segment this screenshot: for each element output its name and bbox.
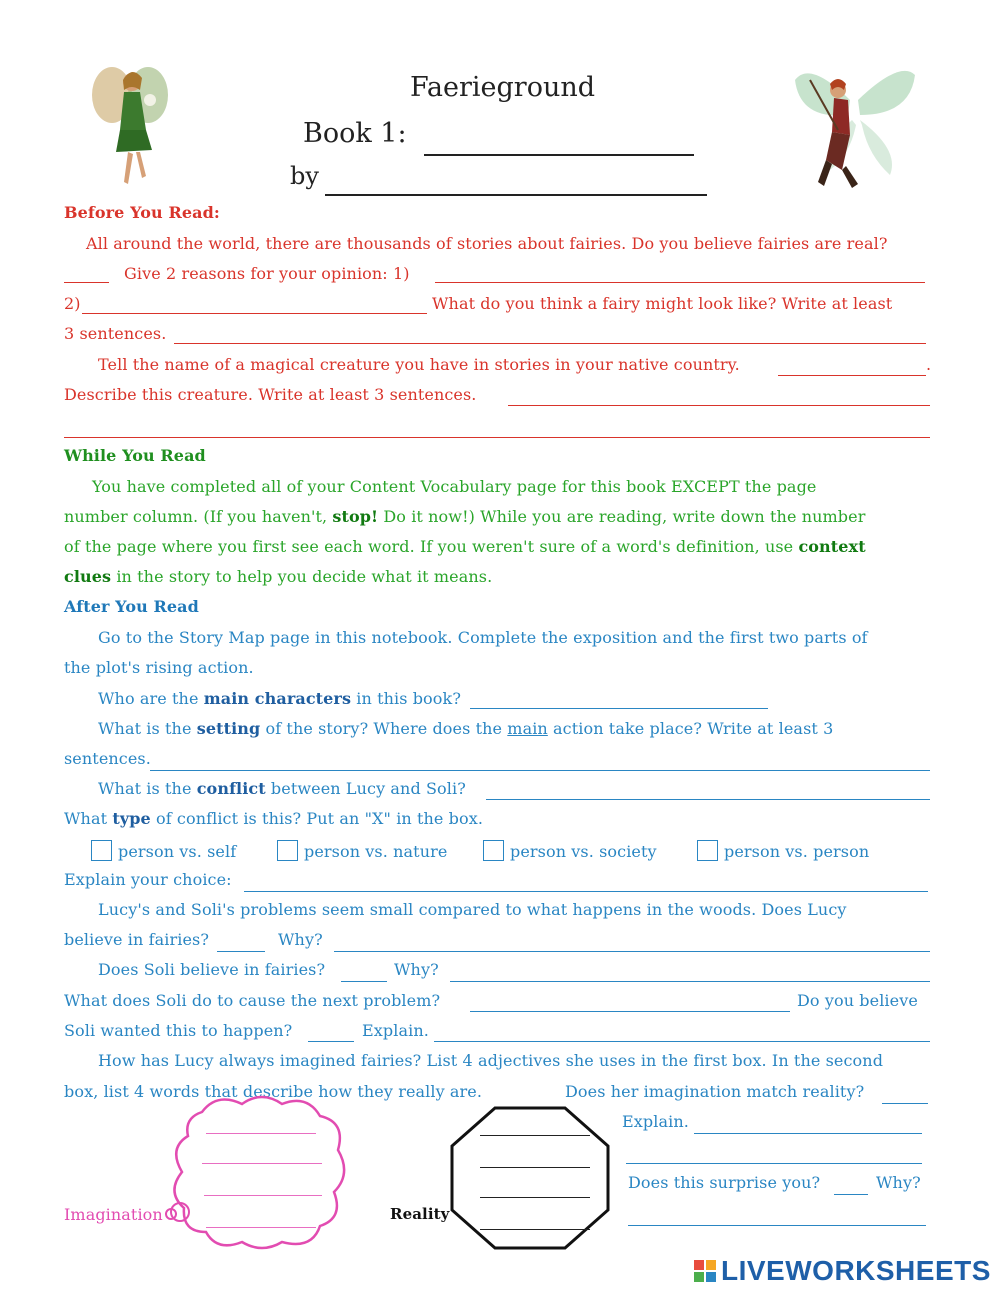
before-line-3b: What do you think a fairy might look like? Write at least — [432, 294, 893, 313]
next-problem-blank[interactable] — [470, 992, 790, 1012]
match-reality-blank[interactable] — [882, 1084, 928, 1104]
stop-keyword: stop! — [332, 507, 379, 526]
soli-why-blank[interactable] — [450, 962, 930, 982]
conflict-blank[interactable] — [486, 780, 930, 800]
fairy-image-left — [90, 60, 170, 190]
after-line-13a: Soli wanted this to happen? — [64, 1021, 293, 1040]
checkbox-self[interactable] — [91, 840, 112, 861]
option-self[interactable] — [91, 840, 236, 861]
author-blank[interactable] — [325, 174, 707, 196]
reality-blank-3[interactable] — [480, 1182, 590, 1198]
after-line-3 — [98, 689, 461, 708]
while-line-3a: of the page where you first see each word. If you weren't sure of a word's definition, use — [64, 537, 799, 556]
creature-name-blank[interactable] — [778, 356, 926, 376]
before-line-6: Describe this creature. Write at least 3 sentences. — [64, 385, 477, 404]
after-line-1: Go to the Story Map page in this notebook. Complete the exposition and the first two parts of — [98, 628, 868, 647]
main-characters-keyword: main characters — [203, 689, 352, 708]
after-line-4b: of the story? Where does the — [260, 719, 508, 738]
surprise-blank[interactable] — [834, 1175, 868, 1195]
after-line-4c: action take place? Write at least 3 — [547, 719, 834, 738]
while-heading: While You Read — [64, 446, 206, 465]
before-line-3a: 2) — [64, 294, 81, 313]
option-society-label: person vs. society — [510, 842, 657, 861]
after-line-17b: Why? — [876, 1173, 921, 1192]
after-line-3a: Who are the — [98, 689, 204, 708]
creature-description-blank-1[interactable] — [508, 386, 930, 406]
after-line-7a: What — [64, 809, 113, 828]
after-heading: After You Read — [64, 597, 199, 616]
book-title-blank[interactable] — [424, 132, 694, 156]
before-line-5: Tell the name of a magical creature you have in stories in your native country. — [98, 355, 740, 374]
after-line-6b: between Lucy and Soli? — [265, 779, 466, 798]
lucy-why-blank[interactable] — [334, 932, 930, 952]
after-line-12b: Do you believe — [797, 991, 918, 1010]
after-line-10b: Why? — [278, 930, 323, 949]
lucy-believe-blank[interactable] — [217, 932, 265, 952]
option-nature-label: person vs. nature — [304, 842, 448, 861]
after-line-9: Lucy's and Soli's problems seem small compared to what happens in the woods. Does Lucy — [98, 900, 847, 919]
while-line-3 — [64, 537, 866, 556]
after-line-15a: box, list 4 words that describe how they really are. — [64, 1082, 483, 1101]
after-line-17a: Does this surprise you? — [628, 1173, 821, 1192]
imagination-blank-3[interactable] — [204, 1180, 322, 1196]
option-nature[interactable] — [277, 840, 447, 861]
after-line-2: the plot's rising action. — [64, 658, 254, 677]
before-heading: Before You Read: — [64, 203, 220, 222]
reality-label: Reality — [390, 1205, 450, 1223]
before-line-1: All around the world, there are thousands of stories about fairies. Do you believe fairies are real? — [86, 234, 888, 253]
opinion-blank[interactable] — [64, 263, 109, 283]
main-underlined: main — [507, 719, 548, 738]
fairy-description-blank[interactable] — [174, 324, 926, 344]
option-person[interactable] — [697, 840, 869, 861]
logo-blocks-icon — [694, 1260, 716, 1282]
after-line-10a: believe in fairies? — [64, 930, 210, 949]
after-line-3b: in this book? — [351, 689, 462, 708]
while-line-4 — [64, 567, 492, 586]
fairy-image-right — [790, 60, 920, 195]
imagination-blank-4[interactable] — [206, 1212, 316, 1228]
before-line-4: 3 sentences. — [64, 324, 167, 343]
clues-keyword: clues — [64, 567, 112, 586]
after-line-6 — [98, 779, 466, 798]
while-line-2b: Do it now!) While you are reading, write down the number — [378, 507, 866, 526]
main-characters-blank[interactable] — [470, 689, 768, 709]
soli-believe-blank[interactable] — [341, 962, 387, 982]
after-line-12a: What does Soli do to cause the next problem? — [64, 991, 441, 1010]
logo-text: LIVEWORKSHEETS — [721, 1255, 991, 1286]
liveworksheets-logo — [694, 1254, 991, 1288]
match-explain-blank[interactable] — [694, 1114, 922, 1134]
context-keyword: context — [798, 537, 866, 556]
match-explain-blank-2[interactable] — [626, 1144, 922, 1164]
reason-1-blank[interactable] — [435, 263, 925, 283]
after-line-13b: Explain. — [362, 1021, 429, 1040]
checkbox-person[interactable] — [697, 840, 718, 861]
option-self-label: person vs. self — [118, 842, 237, 861]
before-line-5-end: . — [926, 355, 932, 374]
reality-blank-2[interactable] — [480, 1152, 590, 1168]
creature-description-blank-2[interactable] — [64, 418, 930, 438]
after-line-4 — [98, 719, 833, 738]
checkbox-society[interactable] — [483, 840, 504, 861]
imagination-blank-2[interactable] — [202, 1148, 322, 1164]
imagination-cloud — [162, 1092, 352, 1252]
conflict-keyword: conflict — [196, 779, 266, 798]
soli-explain-blank[interactable] — [434, 1022, 930, 1042]
reality-blank-1[interactable] — [480, 1120, 590, 1136]
after-line-4a: What is the — [98, 719, 197, 738]
book-label: Book 1: — [303, 118, 407, 149]
after-line-8: Explain your choice: — [64, 870, 232, 889]
reality-blank-4[interactable] — [480, 1214, 590, 1230]
imagination-label: Imagination — [64, 1205, 163, 1224]
explain-choice-blank[interactable] — [244, 872, 928, 892]
page-title: Faerieground — [410, 72, 596, 103]
while-line-2a: number column. (If you haven't, — [64, 507, 333, 526]
imagination-blank-1[interactable] — [206, 1118, 316, 1134]
checkbox-nature[interactable] — [277, 840, 298, 861]
by-label: by — [290, 162, 319, 190]
after-line-11b: Why? — [394, 960, 439, 979]
reason-2-blank[interactable] — [82, 294, 427, 314]
while-line-2 — [64, 507, 865, 526]
after-line-7b: of conflict is this? Put an "X" in the box. — [150, 809, 484, 828]
setting-keyword: setting — [196, 719, 261, 738]
while-line-4b: in the story to help you decide what it means. — [111, 567, 493, 586]
after-line-11a: Does Soli believe in fairies? — [98, 960, 326, 979]
option-person-label: person vs. person — [724, 842, 870, 861]
after-line-16: Explain. — [622, 1112, 689, 1131]
surprise-why-blank[interactable] — [628, 1206, 926, 1226]
after-line-5: sentences. — [64, 749, 151, 768]
after-line-14: How has Lucy always imagined fairies? List 4 adjectives she uses in the first box. In the second — [98, 1051, 884, 1070]
soli-wanted-blank[interactable] — [308, 1022, 354, 1042]
option-society[interactable] — [483, 840, 657, 861]
setting-blank[interactable] — [150, 751, 930, 771]
while-line-1: You have completed all of your Content Vocabulary page for this book EXCEPT the page — [92, 477, 817, 496]
after-line-7 — [64, 809, 483, 828]
before-line-2: Give 2 reasons for your opinion: 1) — [124, 264, 410, 283]
type-keyword: type — [112, 809, 151, 828]
after-line-6a: What is the — [98, 779, 197, 798]
after-line-15b: Does her imagination match reality? — [565, 1082, 865, 1101]
